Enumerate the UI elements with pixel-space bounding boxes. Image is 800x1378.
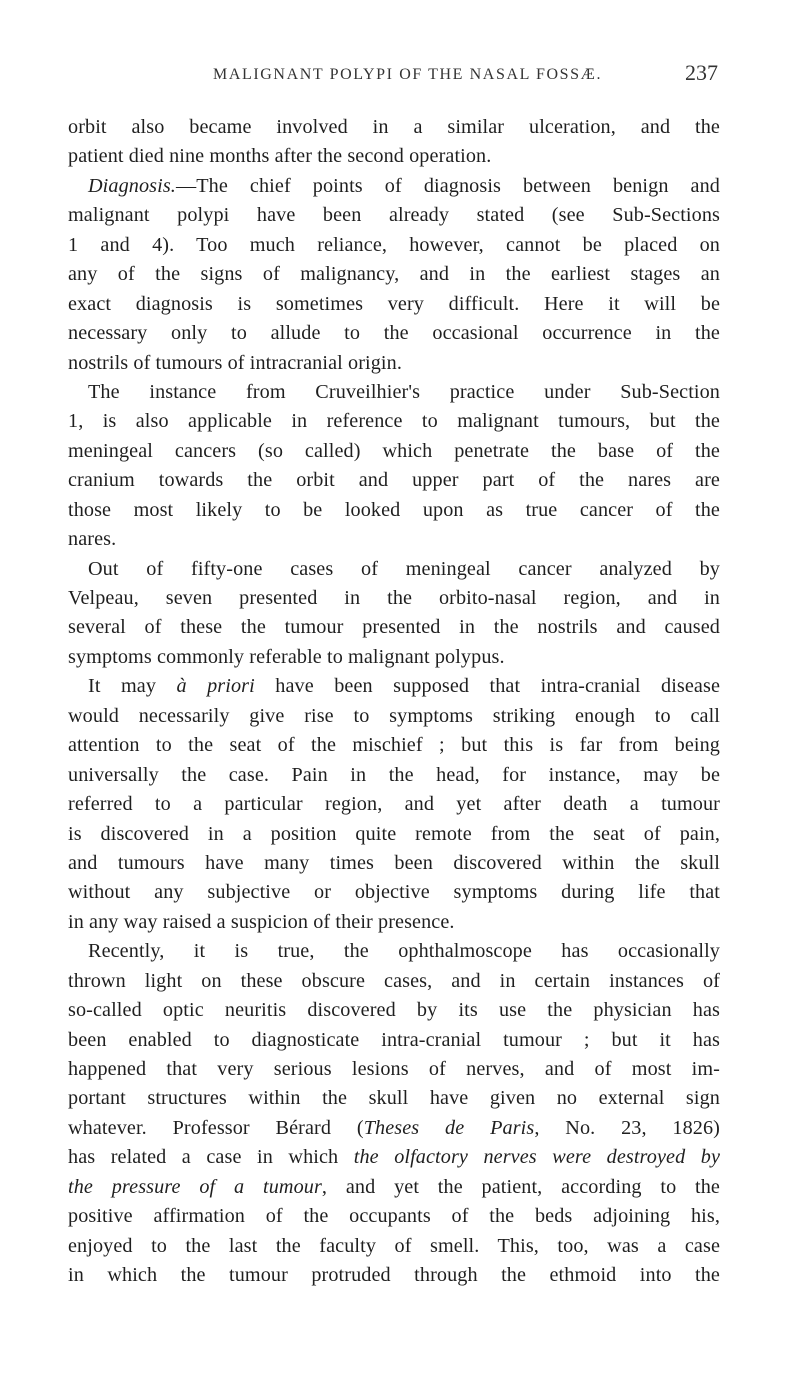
text-segment: Out of fifty-one cases of meningeal cancer analyzed by [88, 557, 720, 580]
page-number: 237 [685, 60, 718, 85]
text-segment: necessary only to allude to the occasional occurrence in the [68, 322, 720, 345]
text-line [68, 878, 720, 907]
text-segment: portant structures within the skull have given no external sign [68, 1087, 720, 1110]
text-segment: any of the signs of malignancy, and in the earliest stages an [68, 263, 720, 286]
text-segment: is discovered in a position quite remote from the seat of pain, [68, 822, 720, 845]
text-segment: malignant polypi have been already stated (see Sub-Sections [68, 204, 720, 227]
text-line [68, 731, 720, 760]
text-line [68, 378, 720, 407]
text-segment: , and yet the patient, according to the [321, 1175, 720, 1198]
italic-text: the olfactory nerves were destroyed by [353, 1146, 721, 1169]
text-segment: positive affirmation of the occupants of the beds adjoining his, [68, 1205, 720, 1228]
text-segment: , No. 23, 1826) [534, 1116, 720, 1139]
text-line [68, 466, 720, 495]
text-segment: has related a case in which [68, 1146, 354, 1169]
text-segment: attention to the seat of the mischief ; but this is far from being [68, 734, 720, 757]
text-segment: been enabled to diagnosticate intra-cranial tumour ; but it has [68, 1028, 720, 1051]
text-segment: symptoms commonly referable to malignant polypus. [68, 645, 505, 668]
text-line [68, 996, 720, 1025]
text-line [68, 437, 720, 466]
text-line [68, 231, 720, 260]
text-line [68, 702, 720, 731]
text-line [68, 525, 720, 554]
text-segment: The instance from Cruveilhier's practice under Sub-Section [88, 380, 720, 403]
text-line [68, 260, 720, 289]
text-segment: in any way raised a suspicion of their presence. [68, 910, 455, 933]
text-segment: universally the case. Pain in the head, for instance, may be [68, 763, 720, 786]
text-segment: in which the tumour protruded through the ethmoid into the [68, 1264, 720, 1287]
text-line [68, 555, 720, 584]
text-segment: happened that very serious lesions of nerves, and of most im- [68, 1058, 720, 1080]
body-text [68, 113, 720, 1291]
text-line [68, 172, 720, 201]
text-segment: Velpeau, seven presented in the orbito-nasal region, and in [68, 587, 720, 609]
text-segment: nostrils of tumours of intracranial origin. [68, 351, 402, 374]
text-segment: those most likely to be looked upon as true cancer of the [68, 498, 720, 521]
text-line [68, 349, 720, 378]
text-line [68, 1055, 720, 1084]
text-segment: so-called optic neuritis discovered by its use the physician has [68, 999, 720, 1022]
text-segment: patient died nine months after the second operation. [68, 145, 492, 168]
text-segment: several of these the tumour presented in the nostrils and caused [68, 616, 720, 639]
italic-text: Theses de Paris [363, 1116, 535, 1139]
text-line [68, 643, 720, 672]
text-segment: without any subjective or objective symptoms during life that [68, 881, 720, 904]
text-segment: —The chief points of diagnosis between benign and [175, 174, 720, 197]
text-line [68, 613, 720, 642]
text-segment: have been supposed that intra-cranial disease [254, 675, 721, 698]
text-segment: nares. [68, 528, 117, 551]
text-line [68, 584, 720, 613]
text-segment: exact diagnosis is sometimes very difficult. Here it will be [68, 292, 720, 315]
text-line [68, 1143, 720, 1172]
text-line [68, 1084, 720, 1113]
text-line [68, 319, 720, 348]
text-line [68, 820, 720, 849]
text-segment: Recently, it is true, the ophthalmoscope has occasionally [88, 940, 720, 963]
text-segment: It may [88, 675, 177, 698]
text-line [68, 1232, 720, 1261]
text-line [68, 496, 720, 525]
text-line [68, 290, 720, 319]
text-segment: referred to a particular region, and yet after death a tumour [68, 793, 720, 816]
italic-text: à priori [176, 675, 255, 698]
text-line [68, 1026, 720, 1055]
text-line [68, 1173, 720, 1202]
text-line [68, 761, 720, 790]
text-line [68, 1114, 720, 1143]
text-segment: orbit also became involved in a similar ulceration, and the [68, 116, 720, 138]
text-segment: would necessarily give rise to symptoms striking enough to call [68, 704, 720, 727]
text-line [68, 1202, 720, 1231]
text-line [68, 672, 720, 701]
text-segment: and tumours have many times been discovered within the skull [68, 851, 720, 874]
text-line [68, 1261, 720, 1290]
text-segment: meningeal cancers (so called) which penetrate the base of the [68, 439, 720, 462]
running-title: MALIGNANT POLYPI OF THE NASAL FOSSÆ. [213, 66, 603, 83]
text-line [68, 937, 720, 966]
text-line [68, 142, 720, 171]
text-segment: 1, is also applicable in reference to malignant tumours, but the [68, 410, 720, 433]
text-line [68, 849, 720, 878]
italic-text: the pressure of a tumour [68, 1175, 322, 1198]
text-segment: whatever. Professor Bérard ( [68, 1116, 364, 1139]
text-line [68, 908, 720, 937]
text-line [68, 113, 720, 142]
text-line [68, 407, 720, 436]
page-header [68, 62, 718, 92]
text-line [68, 967, 720, 996]
text-segment: enjoyed to the last the faculty of smell. This, too, was a case [68, 1234, 720, 1257]
text-segment: cranium towards the orbit and upper part of the nares are [68, 469, 720, 492]
italic-text: Diagnosis. [88, 174, 176, 197]
text-line [68, 201, 720, 230]
text-line [68, 790, 720, 819]
text-segment: thrown light on these obscure cases, and in certain instances of [68, 969, 720, 992]
text-segment: 1 and 4). Too much reliance, however, cannot be placed on [68, 233, 720, 256]
